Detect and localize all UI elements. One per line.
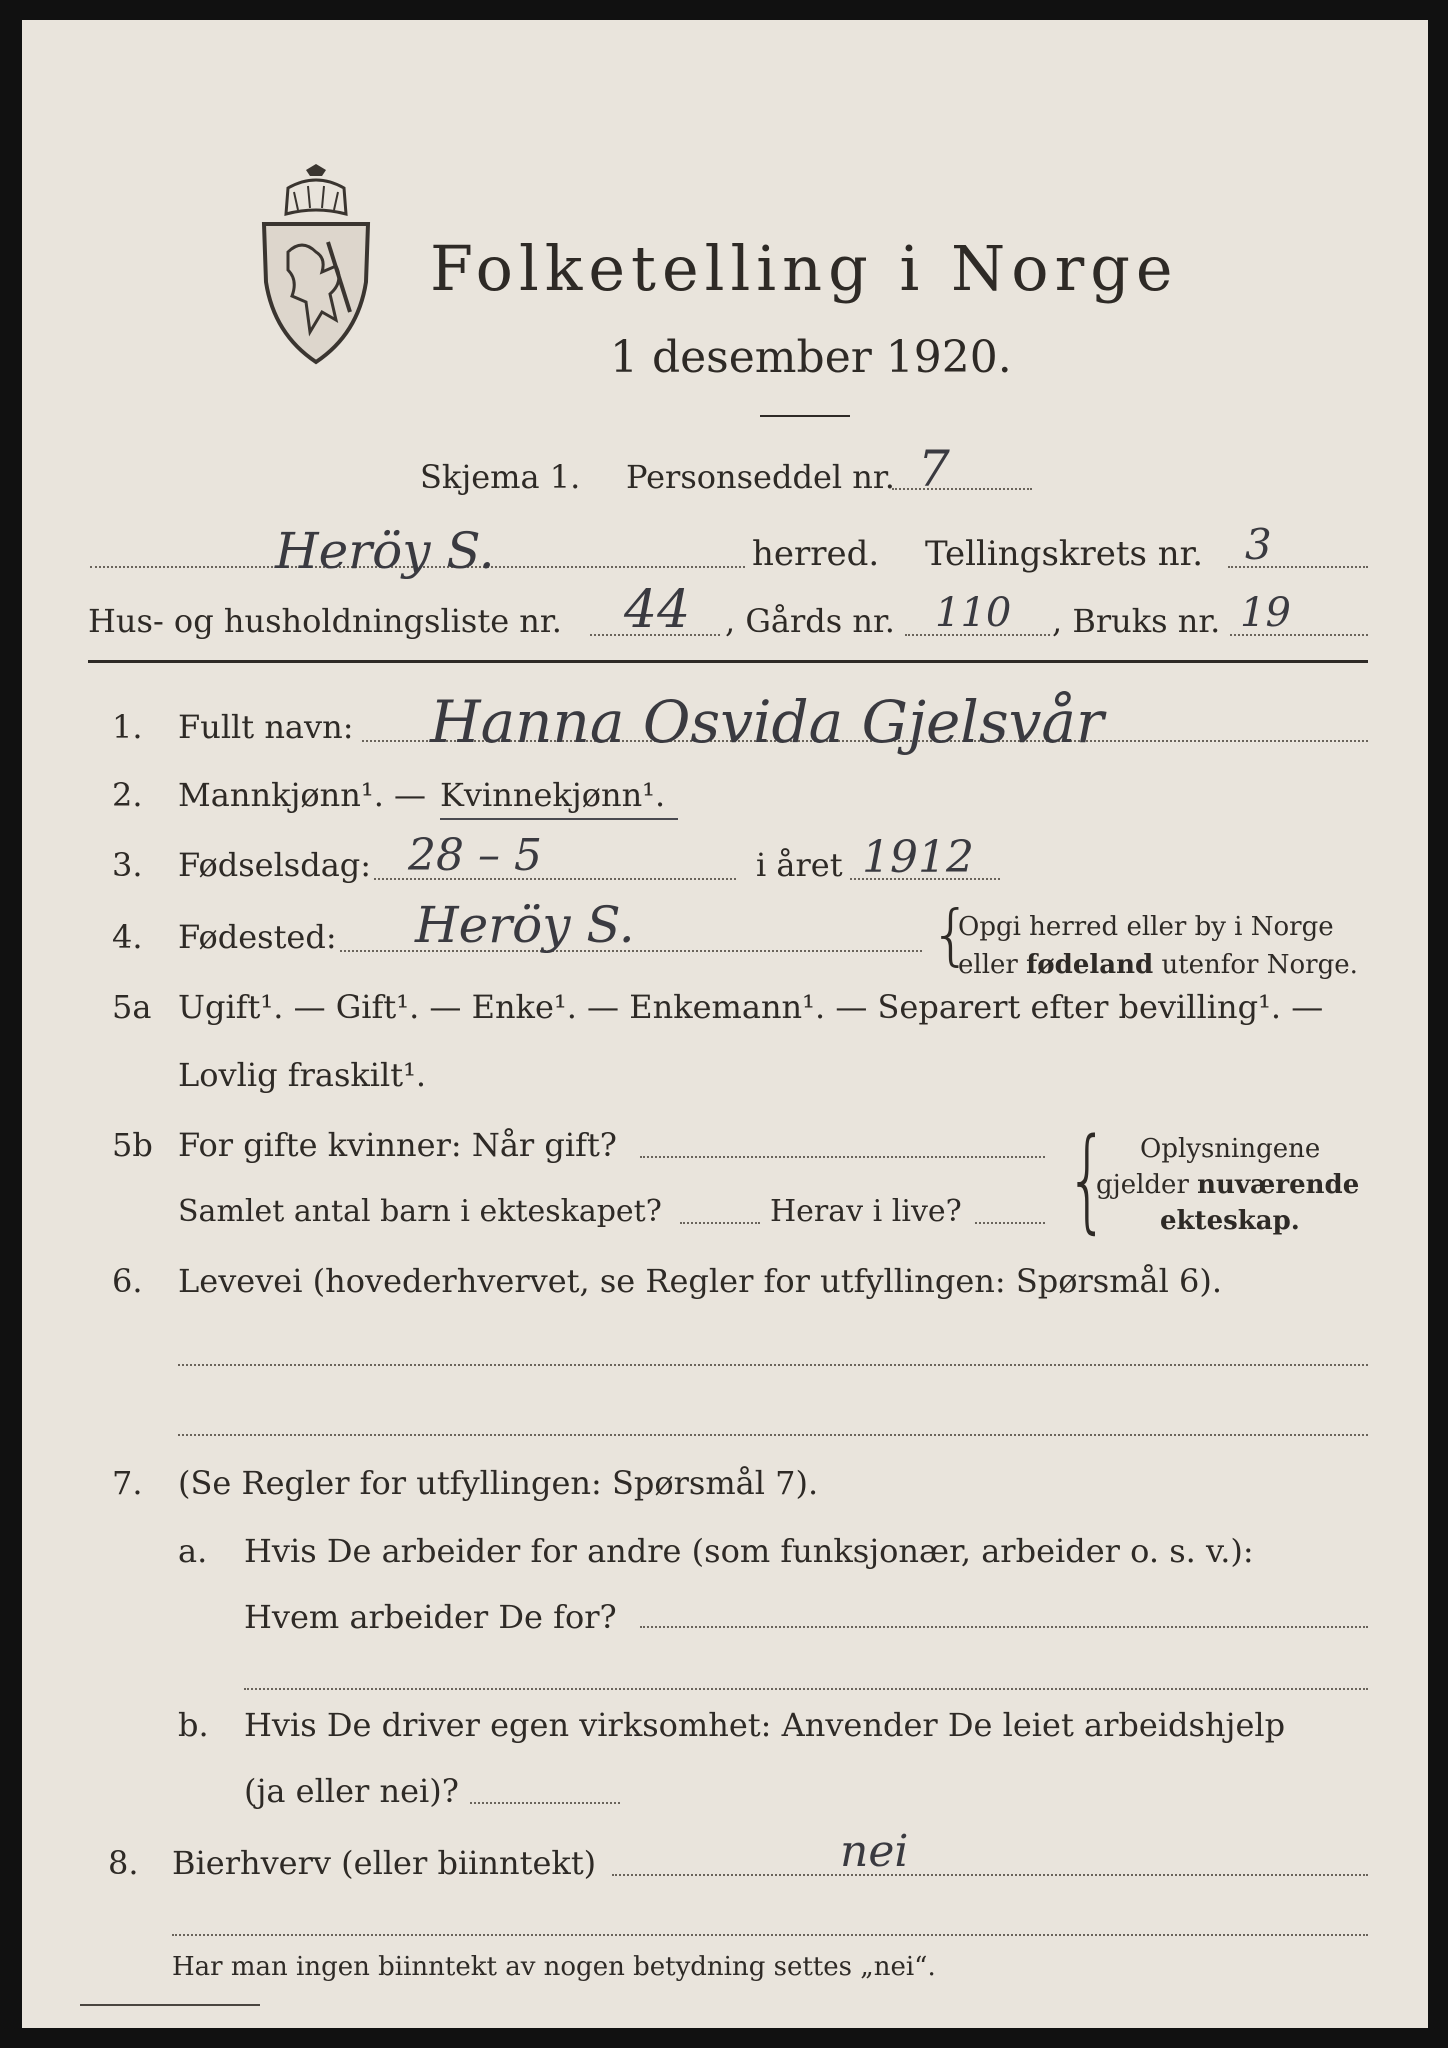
q2-female-label: Kvinnekjønn¹. <box>440 776 666 814</box>
tellingskrets-label: Tellingskrets nr. <box>925 534 1204 574</box>
q5b-note-gjelder: gjelder <box>1096 1170 1189 1200</box>
q6-label: Levevei (hovederhvervet, se Regler for utfyllingen: Spørsmål 6). <box>178 1262 1223 1300</box>
q7a-line1: Hvis De arbeider for andre (som funksjonær, arbeider o. s. v.): <box>244 1532 1254 1570</box>
norwegian-coat-of-arms-icon <box>258 162 374 372</box>
q4-label: Fødested: <box>178 918 337 956</box>
employer-field-2[interactable] <box>244 1688 1368 1690</box>
q3-year-label: i året <box>756 846 843 884</box>
occupation-field-2[interactable] <box>178 1434 1368 1436</box>
gards-label: , Gårds nr. <box>725 602 895 640</box>
q7b-letter: b. <box>178 1706 209 1744</box>
full-name-value: Hanna Osvida Gjelsvår <box>430 688 1104 756</box>
bruks-label: , Bruks nr. <box>1052 602 1221 640</box>
q2-male-label: Mannkjønn¹. — <box>178 776 427 814</box>
personseddel-field[interactable] <box>892 488 1032 490</box>
personseddel-label: Personseddel nr. <box>626 458 895 496</box>
q4-brace: { <box>930 896 972 973</box>
q5b-children-label: Samlet antal barn i ekteskapet? <box>178 1194 662 1229</box>
q4-note-utenfor: utenfor Norge. <box>1161 950 1358 980</box>
side-income-value: nei <box>840 1826 909 1877</box>
q4-note-line1: Opgi herred eller by i Norge <box>958 912 1334 942</box>
q8-number: 8. <box>108 1844 139 1882</box>
personseddel-value: 7 <box>918 440 950 498</box>
q1-label: Fullt navn: <box>178 708 354 746</box>
footer-note: Har man ingen biinntekt av nogen betydning settes „nei“. <box>172 1952 936 1982</box>
q7-label: (Se Regler for utfyllingen: Spørsmål 7). <box>178 1464 819 1502</box>
birthplace-value: Heröy S. <box>415 896 635 954</box>
herred-label: herred. <box>752 534 880 574</box>
q4-number: 4. <box>112 918 143 956</box>
q7a-letter: a. <box>178 1532 208 1570</box>
tellingskrets-value: 3 <box>1245 520 1272 569</box>
footer-rule <box>80 2004 260 2006</box>
q3-label: Fødselsdag: <box>178 846 372 884</box>
q6-number: 6. <box>112 1262 143 1300</box>
q4-note-eller: eller <box>958 950 1018 980</box>
q5a-number: 5a <box>112 988 152 1026</box>
q4-note-fodeland: fødeland <box>1026 950 1154 980</box>
occupation-field-1[interactable] <box>178 1364 1368 1366</box>
q1-number: 1. <box>112 708 143 746</box>
q8-label: Bierhverv (eller biinntekt) <box>172 1844 597 1882</box>
q5b-note2 <box>1096 1170 1359 1200</box>
bruks-value: 19 <box>1240 590 1291 636</box>
form-date: 1 desember 1920. <box>610 332 1012 383</box>
q5b-brace: { <box>1066 1115 1109 1245</box>
form-title: Folketelling i Norge <box>430 232 1179 305</box>
hus-label: Hus- og husholdningsliste nr. <box>88 602 562 640</box>
female-underline <box>440 818 678 820</box>
employer-field-1[interactable] <box>640 1626 1368 1628</box>
hired-help-field[interactable] <box>470 1802 620 1804</box>
q5b-note-nuvaerende: nuværende <box>1197 1170 1360 1200</box>
q5b-note3: ekteskap. <box>1160 1206 1300 1236</box>
q5b-alive-label: Herav i live? <box>770 1194 962 1229</box>
title-divider <box>760 415 850 417</box>
q7a-line2: Hvem arbeider De for? <box>244 1598 617 1636</box>
q3-number: 3. <box>112 846 143 884</box>
married-when-field[interactable] <box>640 1156 1045 1158</box>
header-divider <box>88 660 1368 663</box>
q7b-line2: (ja eller nei)? <box>244 1772 459 1810</box>
birth-year-value: 1912 <box>862 832 974 883</box>
side-income-field[interactable] <box>612 1874 1368 1876</box>
q2-number: 2. <box>112 776 143 814</box>
q7b-line1: Hvis De driver egen virksomhet: Anvender De leiet arbeidshjelp <box>244 1706 1286 1744</box>
q5b-number: 5b <box>112 1126 153 1164</box>
q4-note-line2 <box>958 950 1358 980</box>
q5b-note1: Oplysningene <box>1140 1134 1321 1164</box>
children-alive-field[interactable] <box>975 1222 1045 1224</box>
q7-number: 7. <box>112 1464 143 1502</box>
side-income-field-2[interactable] <box>172 1934 1368 1936</box>
hus-value: 44 <box>624 580 691 640</box>
skjema-label: Skjema 1. <box>420 458 581 496</box>
q5a-line1: Ugift¹. — Gift¹. — Enke¹. — Enkemann¹. — Separert efter bevilling¹. — <box>178 988 1324 1026</box>
children-count-field[interactable] <box>680 1222 760 1224</box>
q5a-line2: Lovlig fraskilt¹. <box>178 1056 427 1094</box>
gards-value: 110 <box>935 590 1012 636</box>
q5b-line1: For gifte kvinner: Når gift? <box>178 1126 617 1164</box>
herred-value: Heröy S. <box>275 522 495 580</box>
birthday-value: 28 – 5 <box>408 830 542 881</box>
